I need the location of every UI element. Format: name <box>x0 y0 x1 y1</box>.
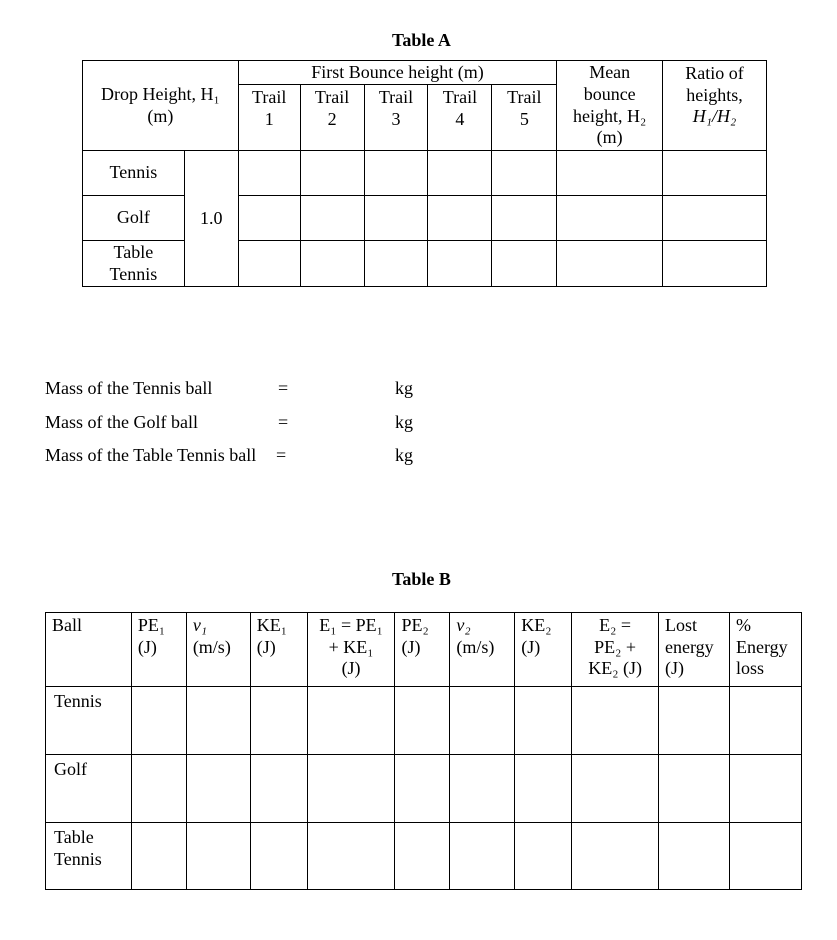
header-line: loss <box>735 658 764 679</box>
ratio-header <box>663 61 767 151</box>
cell <box>364 151 428 196</box>
ratio-line-2: heights, <box>686 84 743 105</box>
cell <box>663 196 767 241</box>
row-label-tennis: Tennis <box>46 687 132 755</box>
cell <box>238 151 300 196</box>
cell <box>450 687 515 755</box>
header-line: energy <box>665 636 714 657</box>
table-b-header-1 <box>131 613 186 687</box>
cell <box>364 241 428 287</box>
table-a-caption: Table A <box>392 30 451 50</box>
cell <box>250 823 307 890</box>
cell <box>250 755 307 823</box>
header-line: E₁ = PE₁ <box>319 615 383 635</box>
header-line: KE₁ <box>256 615 288 635</box>
trail-3-header: Trail 3 <box>364 85 428 151</box>
header-line: PE₂ + <box>594 636 637 657</box>
cell <box>572 755 659 823</box>
cell <box>395 823 450 890</box>
cell <box>364 196 428 241</box>
drop-height-unit: (m) <box>147 105 174 126</box>
cell <box>659 755 730 823</box>
cell <box>131 823 186 890</box>
mean-line-3: height, H₂ <box>573 105 647 126</box>
table-b <box>45 612 802 890</box>
mass-label: Mass of the Tennis ball <box>45 378 213 398</box>
drop-height-header <box>83 61 239 151</box>
cell <box>515 823 572 890</box>
header-line: (J) <box>137 636 157 657</box>
header-line: Ball <box>52 615 82 635</box>
cell <box>300 241 364 287</box>
trail-4-header: Trail 4 <box>428 85 492 151</box>
cell <box>395 755 450 823</box>
trail-1-header: Trail 1 <box>238 85 300 151</box>
header-line: + KE₁ <box>328 636 374 657</box>
cell <box>450 823 515 890</box>
cell <box>572 687 659 755</box>
cell <box>131 755 186 823</box>
row-label-table-tennis: Table Tennis <box>83 241 185 287</box>
cell <box>557 196 663 241</box>
cell <box>729 755 801 823</box>
header-line: Lost <box>665 615 698 635</box>
cell <box>663 151 767 196</box>
header-line: v₁ <box>192 615 208 635</box>
mean-line-1: Mean <box>589 62 631 83</box>
row-label-golf: Golf <box>46 755 132 823</box>
cell <box>515 755 572 823</box>
header-line: (J) <box>521 636 541 657</box>
cell <box>492 196 557 241</box>
header-line: (m/s) <box>192 636 231 657</box>
table-b-header-9 <box>659 613 730 687</box>
header-line: (J) <box>256 636 276 657</box>
header-line: Energy <box>735 636 788 657</box>
table-b-header-8 <box>572 613 659 687</box>
table-b-header-5 <box>395 613 450 687</box>
cell <box>663 241 767 287</box>
row-label-tennis: Tennis <box>83 151 185 196</box>
cell <box>428 241 492 287</box>
header-line: (m/s) <box>456 636 495 657</box>
mass-unit: kg <box>395 445 413 465</box>
cell <box>300 151 364 196</box>
cell <box>186 823 250 890</box>
table-b-header-4 <box>307 613 395 687</box>
cell <box>450 755 515 823</box>
ratio-line-3: H₁/H₂ <box>692 106 737 127</box>
table-b-header-7 <box>515 613 572 687</box>
mass-unit: kg <box>395 412 413 432</box>
trail-5-header: Trail 5 <box>492 85 557 151</box>
header-line: (J) <box>341 658 361 679</box>
cell <box>659 823 730 890</box>
cell <box>307 755 395 823</box>
cell <box>238 241 300 287</box>
cell <box>300 196 364 241</box>
drop-height-label: Drop Height, H₁ <box>100 83 220 104</box>
header-line: PE₂ <box>401 615 429 635</box>
cell <box>395 687 450 755</box>
first-bounce-header: First Bounce height (m) <box>238 61 557 85</box>
table-b-caption: Table B <box>392 569 451 589</box>
cell <box>572 823 659 890</box>
cell <box>492 241 557 287</box>
header-line: PE₁ <box>137 615 166 635</box>
drop-height-value: 1.0 <box>184 151 238 287</box>
table-b-header-2 <box>186 613 250 687</box>
header-line: (J) <box>401 636 421 657</box>
cell <box>238 196 300 241</box>
cell <box>131 687 186 755</box>
header-line: E₂ = <box>599 615 632 635</box>
mass-label: Mass of the Table Tennis ball <box>45 445 257 465</box>
mass-unit: kg <box>395 378 413 398</box>
cell <box>515 687 572 755</box>
cell <box>307 823 395 890</box>
mass-equals: = <box>278 378 289 398</box>
cell <box>186 755 250 823</box>
cell <box>186 687 250 755</box>
cell <box>492 151 557 196</box>
cell <box>659 687 730 755</box>
header-line: KE₂ <box>521 615 552 635</box>
ratio-line-1: Ratio of <box>685 63 744 83</box>
cell <box>307 687 395 755</box>
trail-2-header: Trail 2 <box>300 85 364 151</box>
header-line: KE₂ (J) <box>588 658 642 679</box>
cell <box>428 151 492 196</box>
cell <box>729 823 801 890</box>
cell <box>557 151 663 196</box>
cell <box>729 687 801 755</box>
row-label-table-tennis: Table Tennis <box>46 823 132 890</box>
header-line: % <box>735 615 751 635</box>
mean-height-header <box>557 61 663 151</box>
table-b-header-6 <box>450 613 515 687</box>
table-b-header-0 <box>46 613 132 687</box>
mean-line-2: bounce <box>583 83 636 104</box>
mean-line-4: (m) <box>596 127 623 148</box>
mass-label: Mass of the Golf ball <box>45 412 198 432</box>
table-b-header-10 <box>729 613 801 687</box>
cell <box>250 687 307 755</box>
table-b-header-3 <box>250 613 307 687</box>
table-a <box>82 60 767 287</box>
header-line: (J) <box>665 658 684 679</box>
header-line: v₂ <box>456 615 471 635</box>
mass-equals: = <box>276 445 287 465</box>
cell <box>557 241 663 287</box>
cell <box>428 196 492 241</box>
mass-equals: = <box>278 412 289 432</box>
row-label-golf: Golf <box>83 196 185 241</box>
